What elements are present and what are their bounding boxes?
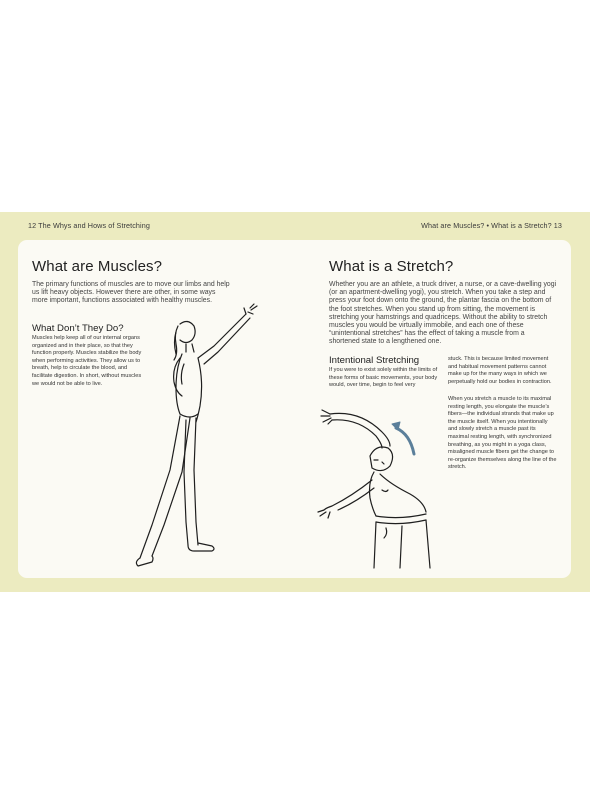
left-page-title: What are Muscles? xyxy=(32,258,163,275)
right-page-col1: If you were to exist solely within the limits of these forms of basic movements, your body would, over time, begin to feel very xyxy=(329,367,438,389)
left-page-body: Muscles help keep all of our internal organs organized and in their place, so that they function properly. Muscles stabilize the body when performing activities. They allow us to breath, help to circulate the blood, and facilitate digestion. In short, without muscles we would not be able to live. xyxy=(32,335,142,387)
running-header-left: 12 The Whys and Hows of Stretching xyxy=(28,221,150,230)
side-bend-stretch-illustration xyxy=(312,400,452,570)
right-page-subtitle: Intentional Stretching xyxy=(329,355,420,366)
standing-woman-illustration xyxy=(120,300,270,570)
right-page-col2-p1: stuck. This is because limited movement and habitual movement patterns cannot make up for the many ways in which we perpetually hold our bodies in contraction. xyxy=(448,356,552,385)
right-page-col2-p2: When you stretch a muscle to its maximal resting length, you elongate the muscle’s fibers—the individual strands that make up the muscle itself. When you intentionally and slowly stretch a muscle past its maximal resting length, with synchronized breathing, as you might in a yoga class, misaligned muscle fibers get the change to re-organize themselves along the line of the stretch. xyxy=(448,396,557,471)
left-page-subtitle: What Don’t They Do? xyxy=(32,323,124,334)
stretch-direction-arrow xyxy=(396,428,414,454)
running-header-right: What are Muscles? • What is a Stretch? 13 xyxy=(421,221,562,230)
left-page-intro: The primary functions of muscles are to move our limbs and help us lift heavy objects. However there are other, in some ways more important, functions associated with healthy muscles. xyxy=(32,281,230,305)
right-page-title: What is a Stretch? xyxy=(329,258,454,275)
right-page-intro: Whether you are an athlete, a truck driver, a nurse, or a cave-dwelling yogi (or an apartment-dwelling yogi), you stretch. When you take a step and press your foot down onto the ground, the plantar fascia on the bottom of the foot stretches. When you stand up from sitting, the movement is stretching your hamstrings and quadriceps. Without the ability to stretch muscles you would be virtually immobile, and each one of these “unintentional stretches” has the effect of taking a muscle from a shortened state to a lengthened one. xyxy=(329,281,557,346)
